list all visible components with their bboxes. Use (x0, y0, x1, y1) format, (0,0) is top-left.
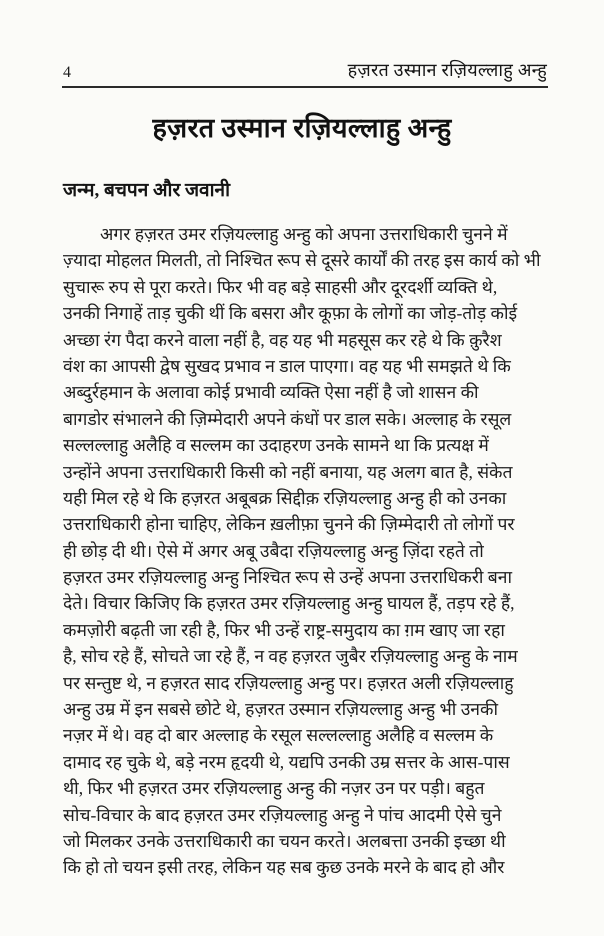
running-header-title: हज़रत उस्मान रज़ियल्लाहु अन्हु (347, 60, 547, 80)
body-text-line: थी, फिर भी हज़रत उमर रज़ियल्लाहु अन्हु की नज़र उन पर पड़ी। बहुत (63, 778, 485, 799)
body-text-line: जो मिलकर उनके उत्तराधिकारी का चयन करते। अलबत्ता उनकी इच्छा थी (63, 830, 506, 851)
body-text-line: उत्तराधिकारी होना चाहिए, लेकिन ख़लीफ़ा चुनने की ज़िम्मेदारी तो लोगों पर (63, 514, 515, 535)
header-rule-divider (62, 86, 548, 88)
chapter-title: हज़रत उस्मान रज़ियल्लाहु अन्हु (152, 113, 452, 143)
body-text-line: ही छोड़ दी थी। ऐसे में अगर अबू उबैदा रज़ियल्लाहु अन्हु ज़िंदा रहते तो (63, 540, 484, 561)
body-text-line: देते। विचार किजिए कि हज़रत उमर रज़ियल्लाहु अन्हु घायल हैं, तड़प रहे हैं, (63, 593, 515, 614)
section-heading: जन्म, बचपन और जवानी (63, 180, 231, 201)
body-text-line: वंश का आपसी द्वेष सुखद प्रभाव न डाल पाएगा। वह यह भी समझते थे कि (63, 355, 511, 376)
body-text-line: हज़रत उमर रज़ियल्लाहु अन्हु निश्चित रूप से उन्हें अपना उत्तराधिकरी बना (63, 567, 513, 588)
page-number: 4 (63, 64, 71, 81)
body-text-line: ज़्यादा मोहलत मिलती, तो निश्चित रूप से दूसरे कार्यों की तरह इस कार्य को भी (63, 250, 541, 271)
body-text-line: कमज़ोरी बढ़ती जा रही है, फिर भी उन्हें राष्ट्र-समुदाय का ग़म खाए जा रहा (63, 619, 505, 640)
body-text-line: दामाद रह चुके थे, बड़े नरम हृदयी थे, यद्यपि उनकी उम्र सत्तर के आस-पास (63, 751, 510, 772)
body-text-line: अब्दुर्रहमान के अलावा कोई प्रभावी व्यक्ति ऐसा नहीं है जो शासन की (63, 382, 479, 403)
body-text-line: यही मिल रहे थे कि हज़रत अबूबक्र सिद्दीक़ रज़ियल्लाहु अन्हु ही को उनका (63, 487, 507, 508)
body-text-line: अगर हज़रत उमर रज़ियल्लाहु अन्हु को अपना उत्तराधिकारी चुनने में (100, 224, 508, 244)
body-text-line: सल्लल्लाहु अलैहि व सल्लम का उदाहरण उनके सामने था कि प्रत्यक्ष में (63, 435, 489, 456)
body-text-line: कि हो तो चयन इसी तरह, लेकिन यह सब कुछ उनके मरने के बाद हो और (63, 857, 505, 878)
body-paragraph (63, 221, 547, 881)
body-text-line: है, सोच रहे हैं, सोचते जा रहे हैं, न वह हज़रत जुबैर रज़ियल्लाहु अन्हु के नाम (63, 646, 518, 667)
body-text-line: उनकी निगाहें ताड़ चुकी थीं कि बसरा और कूफ़ा के लोगों का जोड़-तोड़ कोई (63, 303, 518, 324)
body-text-line: अन्हु उम्र में इन सबसे छोटे थे, हज़रत उस्मान रज़ियल्लाहु अन्हु भी उनकी (63, 699, 498, 720)
body-text-line: सोच-विचार के बाद हज़रत उमर रज़ियल्लाहु अन्हु ने पांच आदमी ऐसे चुने (63, 804, 502, 825)
body-text-line: अच्छा रंग पैदा करने वाला नहीं है, वह यह भी महसूस कर रहे थे कि क़ुरैश (63, 329, 502, 350)
page-header (63, 58, 547, 82)
body-text-line: बागडोर संभालने की ज़िम्मेदारी अपने कंधों पर डाल सके। अल्लाह के रसूल (63, 408, 512, 429)
body-text-line: सुचारू रुप से पूरा करते। फिर भी वह बड़े साहसी और दूरदर्शी व्यक्ति थे, (63, 276, 498, 297)
body-text-line: नज़र में थे। वह दो बार अल्लाह के रसूल सल्लल्लाहु अलैहि व सल्लम के (63, 725, 494, 746)
body-text-line: पर सन्तुष्ट थे, न हज़रत साद रज़ियल्लाहु अन्हु पर। हज़रत अली रज़ियल्लाहु (63, 672, 514, 693)
body-text-line: उन्होंने अपना उत्तराधिकारी किसी को नहीं बनाया, यह अलग बात है, संकेत (63, 461, 513, 482)
